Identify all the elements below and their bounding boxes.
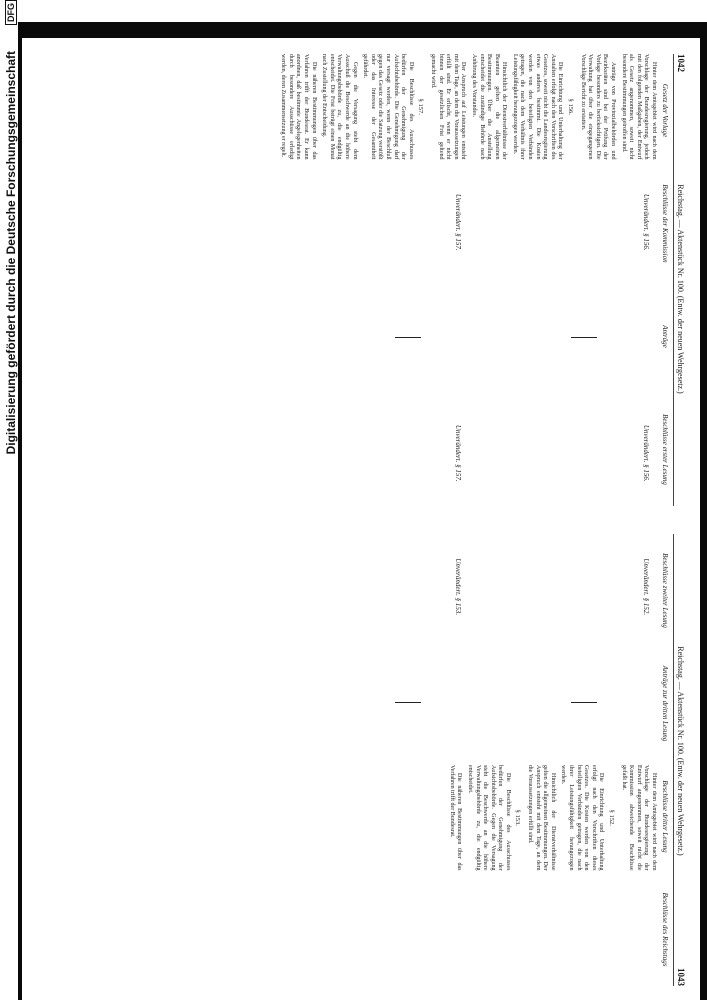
section-heading: § 157. <box>417 98 425 115</box>
paragraph: Die Einrichtung und Unterhaltung der Anstalten erfolgt nach den Vorschriften des Gesetzes, soweit nicht die Landesregierung etwas anderes bestimmt. Die Kosten werden von den beteiligten Verbänden getragen, die nach dem Verhältnis ihrer Leistungsfähigkeit herangezogen werden. <box>511 54 564 160</box>
commission-column <box>97 170 657 276</box>
section-heading: § 156. <box>567 98 575 115</box>
left-page-header <box>673 54 686 506</box>
unchanged-label: Unverändert. § 153. <box>454 558 463 616</box>
column-title: Anträge zur dritten Lesung <box>661 665 669 742</box>
paragraph: Hinter dem Amtsgebiet wird nach dem Vorschlage der Bundesregierung der Entwurf angenommen, soweit nicht die Kommission abweichende Beschlüsse gefaßt hat. <box>620 765 657 871</box>
column-titles <box>661 534 669 986</box>
text-column <box>97 765 657 871</box>
paragraph: Die Beschlüsse des Ausschusses bedürfen der Genehmigung der Aufsichtsbehörde. Gegen die Versagung steht die Beschwerde an die höhere Verwaltungsbehörde zu, die endgültig entscheidet. <box>466 765 511 871</box>
text-column <box>97 54 657 160</box>
scan-right-border <box>700 22 707 1000</box>
unchanged-label: Unverändert. § 157. <box>454 193 463 251</box>
page-number: 1042 <box>676 54 686 72</box>
paragraph: Der Anspruch auf Leistungen entsteht mit dem Tage, an dem die Voraussetzungen erfüllt sind. Er erlischt, wenn er nicht binnen der gesetzlichen Frist geltend gemacht wird. <box>429 54 467 160</box>
dfg-logo-icon: DFG <box>5 0 17 25</box>
unchanged-label: Unverändert. § 157. <box>454 424 463 482</box>
dash-mark <box>571 702 597 703</box>
dash-mark <box>395 337 421 338</box>
paragraph: Die näheren Bestimmungen über das Verfahren trifft der Bundesrat. <box>448 765 463 871</box>
paragraph: Die Einrichtung und Unterhaltung erfolgt nach den Vorschriften dieses Gesetzes. Die Kosten werden von den beteiligten Verbänden getragen, die nach ihrer Leistungsfähigkeit herangezogen werden. <box>560 765 605 871</box>
third-motions-column <box>97 650 657 756</box>
running-head: Reichstag. — Aktenstück Nr. 100. (Entw. der neuen Wehrgesetz.) <box>676 184 685 394</box>
reichstag-column <box>97 881 657 987</box>
footer-credit: Digitalisierung gefördert durch die Deutsche Forschungsgemeinschaft <box>4 51 18 455</box>
column-title: Anträge <box>661 325 669 348</box>
paragraph: Gegen die Versagung steht dem Ausschuß die Beschwerde an die höhere Verwaltungsbehörde zu, die endgültig entscheidet. Die Frist beträgt einen Monat nach Zustellung der Entscheidung. <box>321 54 358 160</box>
unchanged-label: Unverändert. § 156. <box>642 424 650 482</box>
paragraph: Die Beschlüsse des Ausschusses bedürfen der Genehmigung der Aufsichtsbehörde. Die Genehmigung darf nur versagt werden, wenn der Beschluß gegen das Gesetz oder die Satzung verstößt oder das Interesse der Gesamtheit gefährdet. <box>362 54 414 160</box>
dash-mark <box>395 702 421 703</box>
paragraph: Die näheren Bestimmungen über das Verfahren trifft der Bundesrat. Er kann anordnen, daß bestimmte Angelegenheiten durch besondere Ausschüsse erledigt werden, deren Zusammensetzung er regelt. <box>280 54 317 160</box>
paragraph: Hinsichtlich der Dienstverhältnisse gelten die allgemeinen Bestimmungen. Der Anspruch entsteht mit dem Tage, an dem die Voraussetzungen erfüllt sind. <box>527 765 556 871</box>
column-title: Beschlüsse erster Lesung <box>661 414 669 485</box>
right-page <box>62 520 692 996</box>
unchanged-label: Unverändert. § 156. <box>642 193 650 251</box>
digitization-footer <box>0 0 22 1000</box>
right-page-header <box>673 534 686 986</box>
unchanged-label: Unverändert. § 152. <box>642 558 650 616</box>
second-reading-column <box>97 534 657 640</box>
running-head: Reichstag. — Aktenstück Nr. 100. (Entw. der neuen Wehrgesetz.) <box>676 646 685 856</box>
dash-mark <box>571 337 597 338</box>
section-heading: § 153. <box>514 809 522 826</box>
column-title: Beschlüsse zweiter Lesung <box>661 553 669 628</box>
section-heading: § 152. <box>608 809 616 826</box>
column-title: Gesetz der Vorlage <box>661 83 669 138</box>
left-page <box>62 44 692 520</box>
scanned-page-spread <box>62 44 692 996</box>
page-number: 1043 <box>676 967 686 986</box>
motions-column <box>97 285 657 391</box>
column-titles <box>661 54 669 506</box>
column-title: Beschlüsse dritter Lesung <box>661 780 669 853</box>
paragraph: Hinsichtlich der Dienstverhältnisse der Beamten gelten die allgemeinen Bestimmungen. Über die Anstellung entscheidet die zuständige Behörde nach Anhörung des Vorstandes. <box>470 54 508 160</box>
paragraph: Anträge von Provinzialbehörden und Bezirksräten sind bei der Prüfung der Vorlage besonders zu berücksichtigen. Die Verwaltung hat über die eingegangenen Vorschläge Bericht zu erstatten. <box>579 54 617 160</box>
column-title: Beschlüsse der Kommission <box>661 184 669 263</box>
column-title: Beschlüsse des Reichstags <box>661 892 669 967</box>
scan-top-border <box>18 22 707 38</box>
paragraph: Hinter dem Amtsgebiet wird nach dem Vorschlage der Bundesregierung, jedoch mit den folgenden Maßgaben, der Entwurf als Gesetz angenommen, soweit nicht besondere Bestimmungen getroffen sind. <box>620 54 657 160</box>
first-reading-column <box>97 401 657 507</box>
